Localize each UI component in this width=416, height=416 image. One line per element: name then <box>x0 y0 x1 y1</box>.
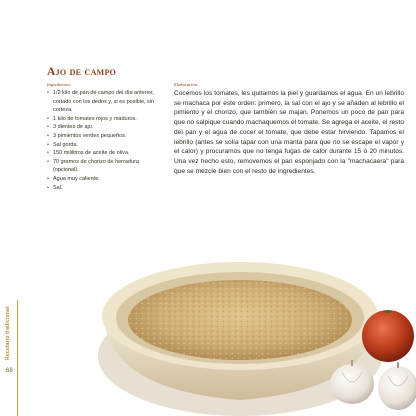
ingredient-item: • 3 dientes de ajo. <box>47 123 159 132</box>
method-text: Cocemos los tomates, les quitamos la piel y guardamos el agua. En un lebrillo se machaca por este orden: primero, la sal con el ajo y se añaden al lebrillo el pimiento y el chorizo, que también se majan. Ponemos un poco de pan para que no salpique cuando machaquemos el tomate. Se agrega el aceite, el resto del pan y el agua de cocer el tomate, que debe estar hirviendo. Tapamos el lebrillo (antes se solía tapar con una manta para que no se escape el vapor y el calor) y procuramos que no tenga fugas de calor durante 15 ó 20 minutos. Una vez hecho esto, removemos el pan esponjado con la "machacaera" para que se mezcle bien con el resto de ingredientes. <box>174 90 404 175</box>
ingredient-item: • Sal. <box>47 184 159 193</box>
ingredient-item: • 1 kilo de tomates rojos y maduros. <box>47 115 159 124</box>
section-label: Recetario tradicional <box>5 306 11 360</box>
ingredients-section <box>47 82 159 192</box>
ingredients-heading: Ingredientes: <box>47 82 72 87</box>
ingredient-item: • Agua muy caliente. <box>47 175 159 184</box>
ingredient-item: • Sal gorda. <box>47 141 159 150</box>
recipe-title: Ajo de campo <box>47 66 117 78</box>
ingredient-item: • 150 mililitros de aceite de oliva. <box>47 149 159 158</box>
food-surface <box>128 280 352 360</box>
ingredient-item: • 3 pimientos verdes pequeños. <box>47 132 159 141</box>
ingredients-list <box>47 89 159 192</box>
margin-rule <box>17 300 18 416</box>
page-number: 68 <box>6 368 13 374</box>
tomato-icon <box>362 310 414 362</box>
method-section <box>174 82 404 176</box>
method-heading: Elaboración: <box>174 82 199 87</box>
ingredient-item: • 1/2 kilo de pan de campo del día anterior, cortado con los dedos y, si es posible, sin corteza. <box>47 89 159 115</box>
garlic-icon <box>330 360 416 410</box>
bowl <box>98 262 382 416</box>
ingredient-item: • 70 gramos de chorizo de herradura (opcional). <box>47 158 159 175</box>
